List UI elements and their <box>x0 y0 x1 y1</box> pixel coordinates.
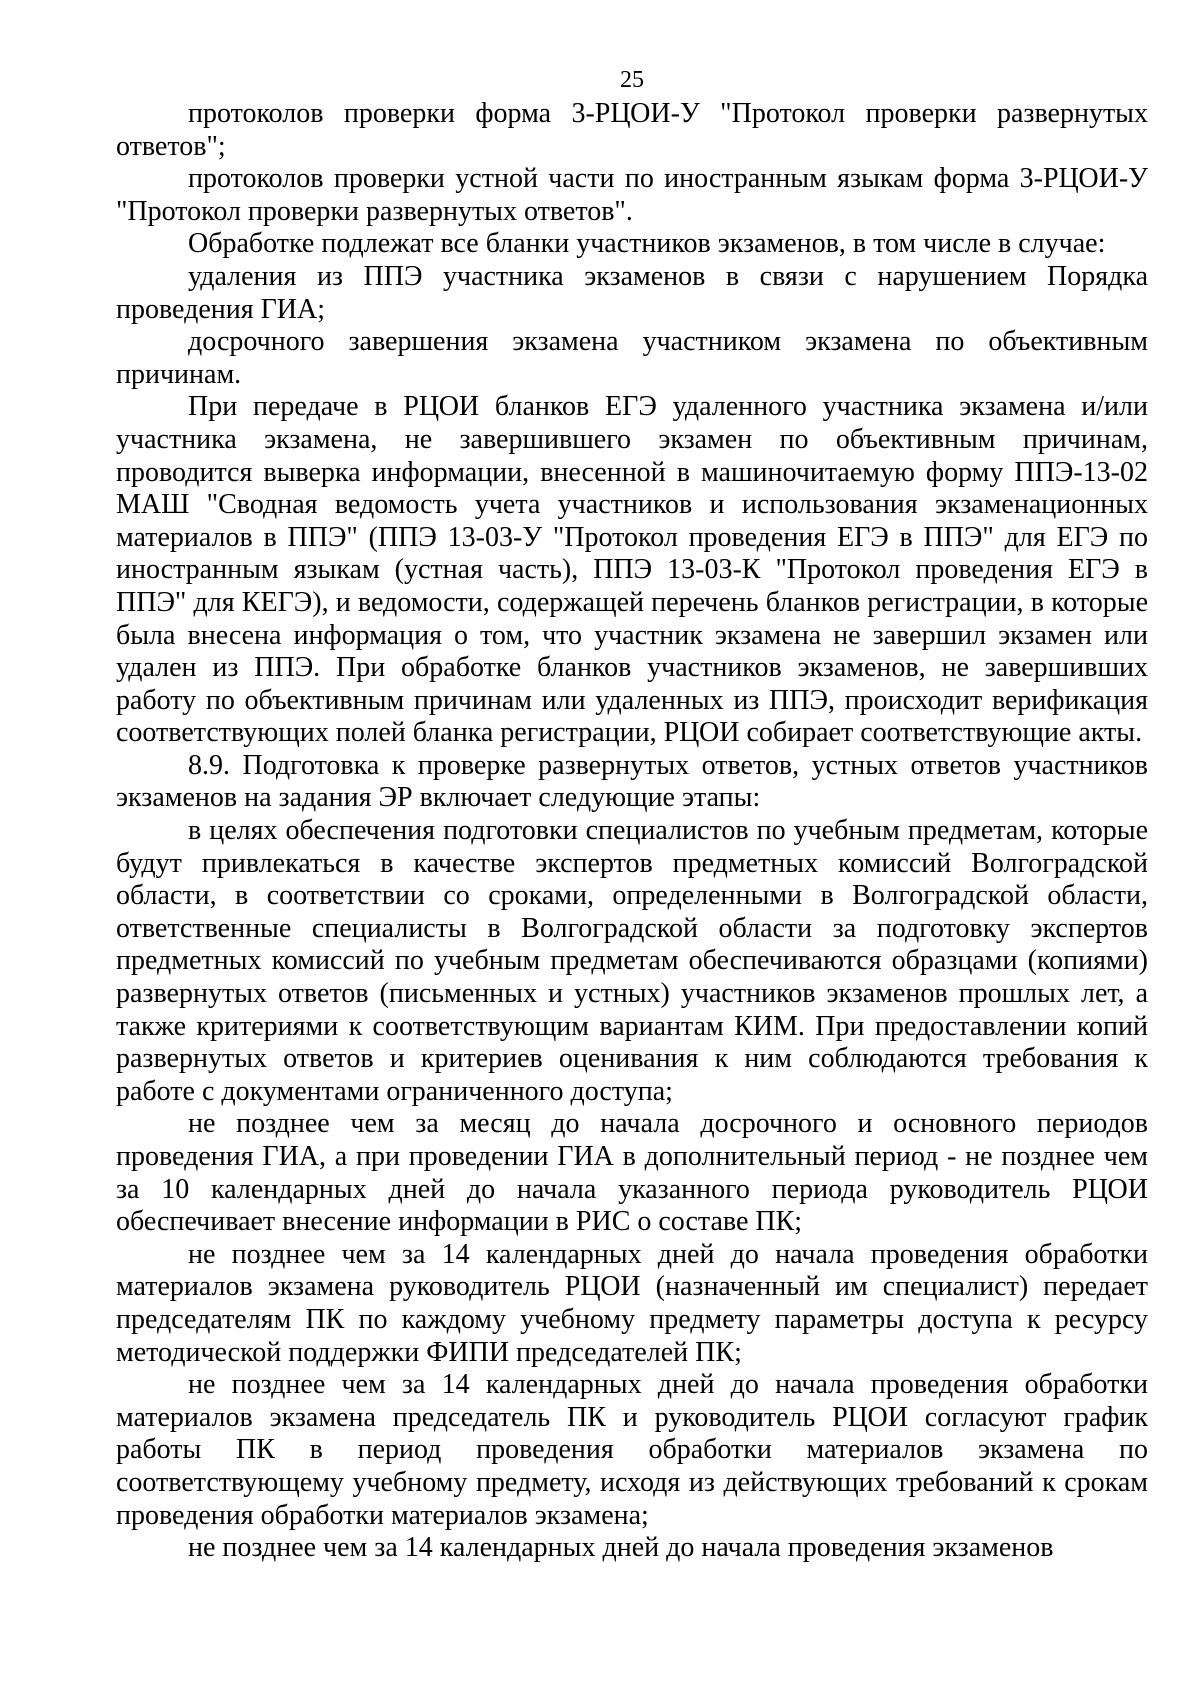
paragraph: протоколов проверки форма 3-РЦОИ-У "Протокол проверки развернутых ответов"; <box>116 98 1148 162</box>
paragraph: протоколов проверки устной части по иностранным языкам форма 3-РЦОИ-У "Протокол проверки развернутых ответов". <box>116 163 1148 227</box>
paragraph: 8.9. Подготовка к проверке развернутых ответов, устных ответов участников экзаменов на задания ЭР включает следующие этапы: <box>116 749 1148 814</box>
page-number: 25 <box>620 67 644 93</box>
paragraph: При передаче в РЦОИ бланков ЕГЭ удаленного участника экзамена и/или участника экзамена, не завершившего экзамен по объективным причинам, проводится выверка информации, внесенной в машиночитаемую форму ППЭ-13-02 МАШ "Сводная ведомость учета участников и использования экзаменационных материалов в ППЭ" (ППЭ 13-03-У "Протокол проведения ЕГЭ в ППЭ" для ЕГЭ по иностранным языкам (устная часть), ППЭ 13-03-К "Протокол проведения ЕГЭ в ППЭ" для КЕГЭ), и ведомости, содержащей перечень бланков регистрации, в которые была внесена информация о том, что участник экзамена не завершил экзамен или удален из ППЭ. При обработке бланков участников экзаменов, не завершивших работу по объективным причинам или удаленных из ППЭ, происходит верификация соответствующих полей бланка регистрации, РЦОИ собирает соответствующие акты. <box>116 391 1148 749</box>
paragraph: удаления из ППЭ участника экзаменов в связи с нарушением Порядка проведения ГИА; <box>116 260 1148 325</box>
paragraph: не позднее чем за 14 календарных дней до начала проведения экзаменов <box>188 1532 1054 1564</box>
paragraph: не позднее чем за 14 календарных дней до начала проведения обработки материалов экзамена председатель ПК и руководитель РЦОИ согласуют график работы ПК в период проведения обработки материалов экзамена по соответствующему учебному предмету, исходя из действующих требований к срокам проведения обработки материалов экзамена; <box>116 1369 1148 1531</box>
paragraph: не позднее чем за месяц до начала досрочного и основного периодов проведения ГИА, а при проведении ГИА в дополнительный период - не позднее чем за 10 календарных дней до начала указанного периода руководитель РЦОИ обеспечивает внесение информации в РИС о составе ПК; <box>116 1108 1148 1238</box>
paragraph: Обработке подлежат все бланки участников экзаменов, в том числе в случае: <box>188 228 1106 260</box>
paragraph: не позднее чем за 14 календарных дней до начала проведения обработки материалов экзамена руководитель РЦОИ (назначенный им специалист) передает председателям ПК по каждому учебному предмету параметры доступа к ресурсу методической поддержки ФИПИ председателей ПК; <box>116 1238 1148 1368</box>
paragraph: досрочного завершения экзамена участником экзамена по объективным причинам. <box>116 326 1148 390</box>
document-page <box>116 66 1148 1565</box>
paragraph: в целях обеспечения подготовки специалистов по учебным предметам, которые будут привлекаться в качестве экспертов предметных комиссий Волгоградской области, в соответствии со сроками, определенными в Волгоградской области, ответственные специалисты в Волгоградской области за подготовку экспертов предметных комиссий по учебным предметам обеспечиваются образцами (копиями) развернутых ответов (письменных и устных) участников экзаменов прошлых лет, а также критериями к соответствующим вариантам КИМ. При предоставлении копий развернутых ответов и критериев оценивания к ним соблюдаются требования к работе с документами ограниченного доступа; <box>116 815 1148 1107</box>
